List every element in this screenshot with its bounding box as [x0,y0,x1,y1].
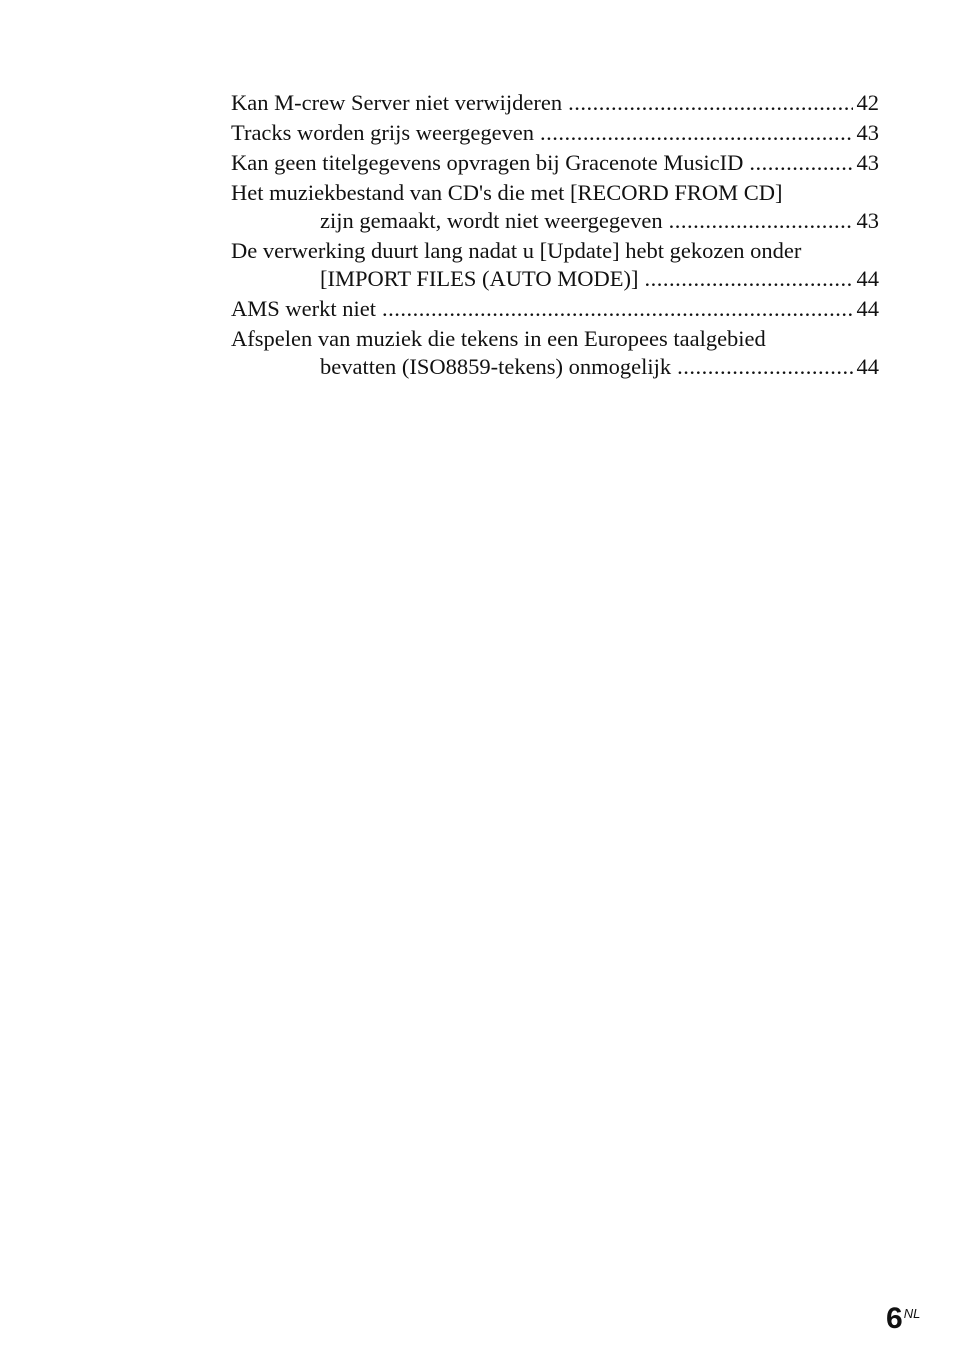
toc-entry-page: 42 [856,90,879,115]
toc-entry-title: De verwerking duurt lang nadat u [Update] hebt gekozen onder [231,238,802,263]
toc-entry-title-continuation: zijn gemaakt, wordt niet weergegeven [320,208,663,233]
toc-entry-title: Kan geen titelgegevens opvragen bij Gracenote MusicID [231,150,744,175]
toc-entry-title-continuation: bevatten (ISO8859-tekens) onmogelijk [320,354,672,379]
toc-entry-page: 44 [856,296,879,321]
toc-entry[interactable] [231,89,879,117]
dot-leader [382,295,853,323]
dot-leader [568,89,852,117]
toc-entry-title-continuation: [IMPORT FILES (AUTO MODE)] [320,266,639,291]
toc-entry-page: 43 [856,208,879,233]
toc-entry-page: 44 [856,266,879,291]
toc-entry[interactable] [231,149,879,177]
toc-entry-title: Afspelen van muziek die tekens in een Europees taalgebied [231,326,766,351]
toc-entry[interactable] [231,325,879,381]
toc-entry[interactable] [231,295,879,323]
page-number-value: 6 [886,1302,903,1335]
toc-entry[interactable] [231,237,879,293]
toc-entry-title: Het muziekbestand van CD's die met [RECORD FROM CD] [231,180,783,205]
toc-entry[interactable] [231,179,879,235]
toc-entry-page: 43 [856,150,879,175]
toc-entry-title: Tracks worden grijs weergegeven [231,120,535,145]
dot-leader [540,119,852,147]
dot-leader [644,265,852,293]
language-code: NL [903,1306,921,1321]
dot-leader [669,207,853,235]
dot-leader [749,149,852,177]
toc-entry-title: AMS werkt niet [231,296,376,321]
toc-entry-title: Kan M-crew Server niet verwijderen [231,90,563,115]
toc-entry[interactable] [231,119,879,147]
table-of-contents [231,89,879,381]
page-number [886,1302,920,1336]
dot-leader [677,353,852,381]
toc-entry-page: 44 [856,354,879,379]
toc-entry-page: 43 [856,120,879,145]
